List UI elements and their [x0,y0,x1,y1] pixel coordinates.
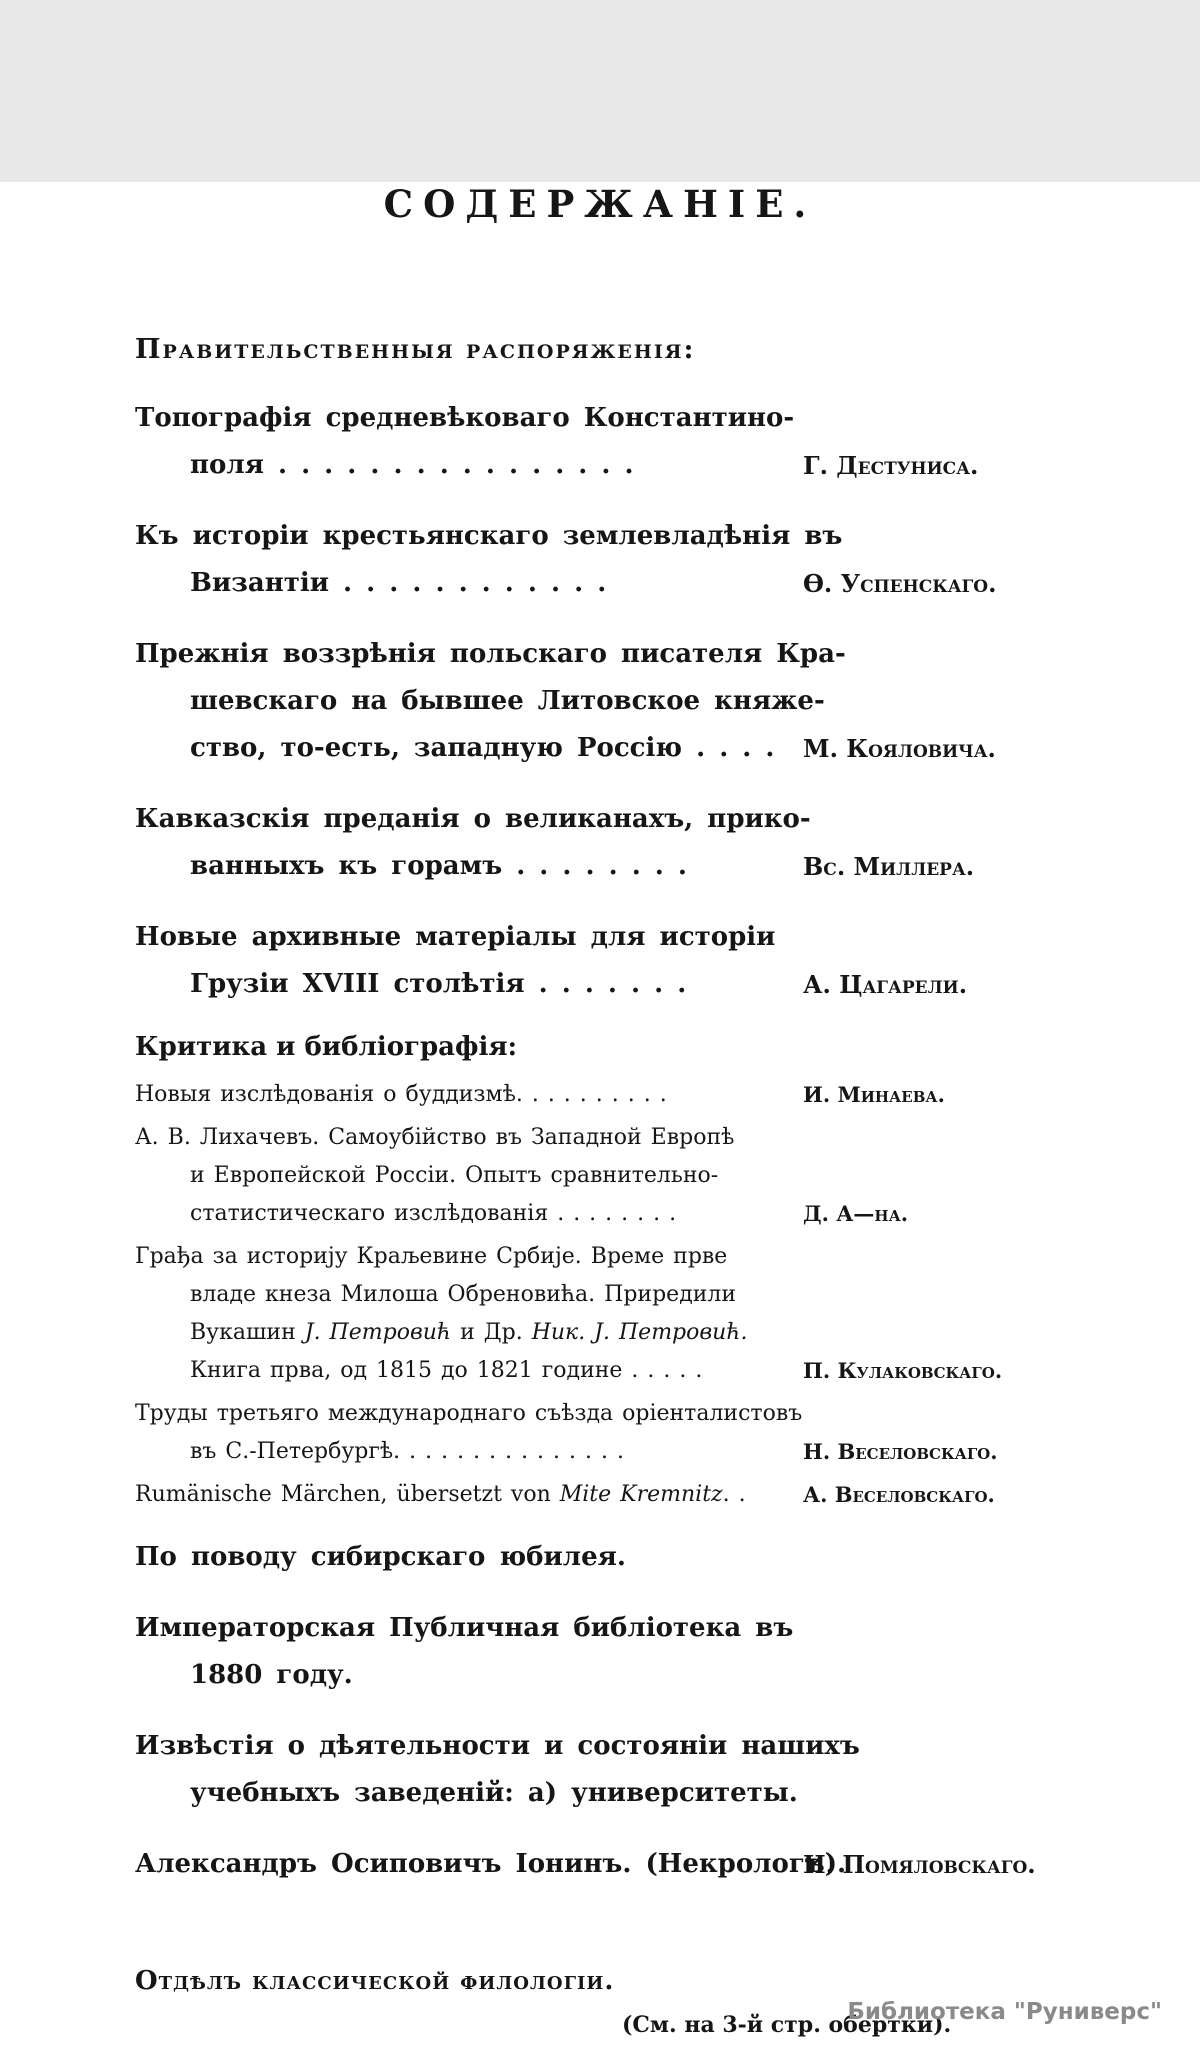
entry-line: 1880 году. [190,1660,353,1690]
entry-line: Къ исторіи крестьянскаго землевладѣнія въ [135,521,843,551]
entry-line: Византіи . . . . . . . . . . . . [190,568,607,598]
library-watermark: Библиотека "Руниверс" [847,1999,1162,2025]
entry-title-lines [135,1476,793,1514]
entry-line: Rumänische Märchen, übersetzt von Mite Kremnitz. . [135,1482,746,1507]
page-title: СОДЕРЖАНІЕ. [383,182,817,226]
entry-author: Г. Дестуниса. [803,451,979,480]
toc-entry [135,513,1065,607]
toc-entry [135,1534,1065,1581]
entry-line: статистическаго изслѣдованія . . . . . . . . [190,1201,677,1226]
toc-entry [135,1723,1065,1817]
section-heading-classical-philology: Отдѣлъ классической филологіи. [135,1966,615,1996]
entry-line: Труды третьяго международнаго съѣзда оріенталистовъ [135,1401,803,1426]
entry-line: Императорская Публичная библіотека въ [135,1613,794,1643]
entry-author: М. Кояловича. [803,734,996,763]
entry-line: Прежнія воззрѣнія польскаго писателя Кра- [135,639,846,669]
entry-line: ванныхъ къ горамъ . . . . . . . . [190,851,687,881]
entry-line-italic-segment: Ј. Петровић [304,1320,452,1345]
entry-title-lines [135,1723,860,1817]
scanned-book-page [0,182,1200,2067]
entry-title-lines [135,1395,803,1471]
entry-author: Вс. Миллера. [803,852,975,881]
entry-line: Топографія средневѣковаго Константино- [135,403,795,433]
entry-line: Новыя изслѣдованія о буддизмѣ. . . . . . . . . . [135,1082,667,1107]
entry-title-lines [135,513,843,607]
toc-entry [135,395,1065,489]
entry-title-lines [135,1076,793,1114]
entry-author: И. Помяловскаго. [803,1850,1036,1879]
toc-entry [135,1395,1065,1471]
entry-author: И. Минаева. [803,1082,945,1107]
toc-entry [135,1076,1065,1114]
entry-line: Кавказскія преданія о великанахъ, прико- [135,804,811,834]
entry-title-lines [135,395,793,489]
toc-entry [135,914,1065,1008]
cover-page-note: (См. на 3-й стр. обертки). [622,2012,952,2038]
toc-entry [135,1476,1065,1514]
toc-entry [135,1841,1065,1888]
toc-entry [135,1238,1065,1390]
toc-entry [135,1119,1065,1233]
entry-title-lines [135,1238,793,1390]
entry-line: ство, то-есть, западную Россію . . . . [190,733,775,763]
entry-author: А. Веселовскаго. [803,1482,995,1507]
entry-title-lines [135,1119,793,1233]
entry-line: Книга прва, од 1815 до 1821 године . . . . . [190,1358,703,1383]
entry-title-lines [135,1534,793,1581]
entry-line: Вукашин Ј. Петровић и Др. Ник. Ј. Петровић. [190,1320,748,1345]
entry-line: Новые архивные матеріалы для исторіи [135,922,776,952]
entry-line: Грузіи XVIII столѣтія . . . . . . . [190,969,687,999]
entry-line: владе кнеза Милоша Обреновића. Приредили [190,1282,737,1307]
entry-title-lines [135,631,846,772]
entry-author: Ѳ. Успенскаго. [803,569,997,598]
entry-line: въ С.-Петербургѣ. . . . . . . . . . . . . . . [190,1439,624,1464]
toc-section-heading: Критика и библіографія: [135,1032,518,1062]
table-of-contents [135,334,1065,1888]
entry-line: и Европейской Россіи. Опытъ сравнительно- [190,1163,719,1188]
toc-section-heading: Правительственныя распоряженія: [135,334,696,365]
entry-author: Н. Веселовскаго. [803,1439,998,1464]
entry-author: А. Цагарели. [803,970,968,999]
entry-line: учебныхъ заведеній: а) университеты. [190,1778,798,1808]
entry-title-lines [135,796,811,890]
toc-entry [135,631,1065,772]
entry-line: А. В. Лихачевъ. Самоубійство въ Западной Европѣ [135,1125,735,1150]
entry-line: Грађа за историју Краљевине Србије. Време прве [135,1244,728,1269]
entry-line-italic-segment: Mite Kremnitz [559,1482,723,1507]
entry-author: Д. А—на. [803,1201,909,1226]
entry-title-lines [135,1841,847,1888]
toc-entry [135,796,1065,890]
entry-line: шевскаго на бывшее Литовское княже- [190,686,825,716]
entry-line: По поводу сибирскаго юбилея. [135,1542,626,1572]
entry-line: поля . . . . . . . . . . . . . . . . [190,450,634,480]
entry-line-italic-segment: Ник. Ј. Петровић. [531,1320,748,1345]
entry-line: Извѣстія о дѣятельности и состояніи нашихъ [135,1731,860,1761]
entry-title-lines [135,914,793,1008]
entry-title-lines [135,1605,793,1699]
toc-entry [135,1605,1065,1699]
entry-line: Александръ Осиповичъ Іонинъ. (Некрологъ). [135,1849,847,1879]
entry-author: П. Кулаковскаго. [803,1358,1003,1383]
